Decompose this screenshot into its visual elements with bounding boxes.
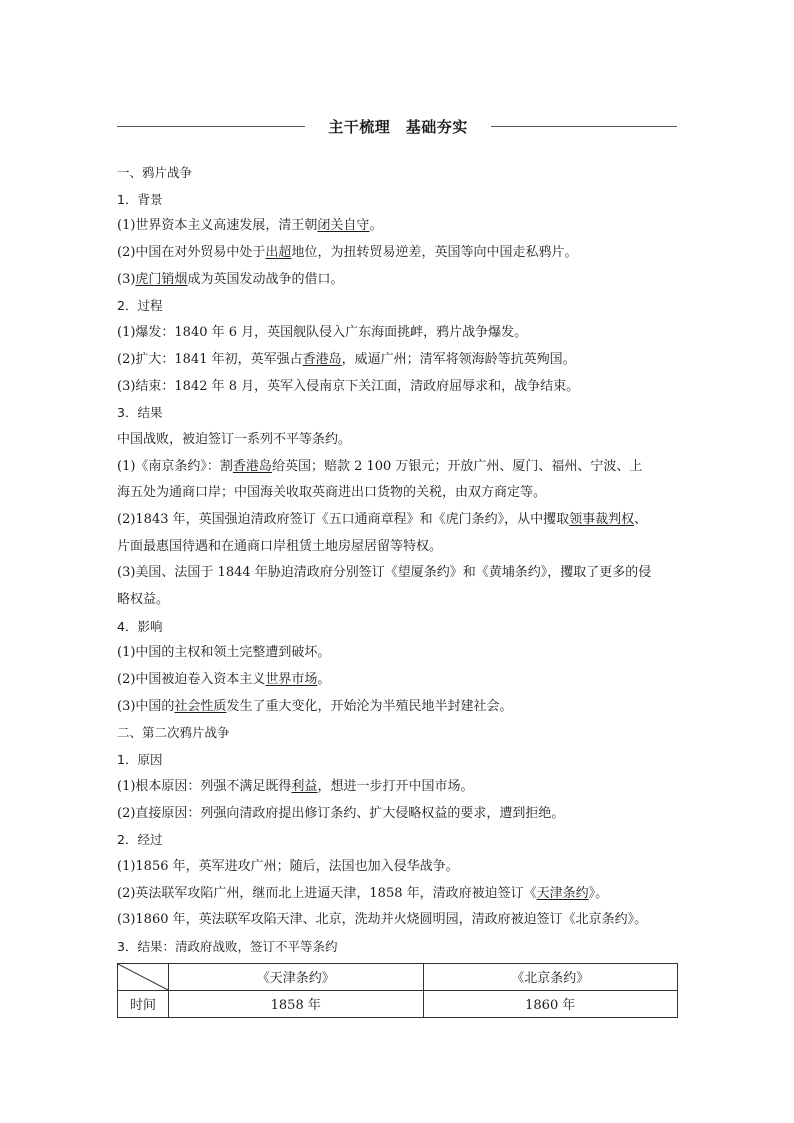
paragraph-line	[117, 881, 677, 908]
diagonal-line	[118, 964, 168, 990]
section-header	[117, 116, 677, 138]
text-run: 2．过程	[117, 298, 163, 314]
text-run: (1)1856 年，英军进攻广州；随后，法国也加入侵华战争。	[117, 858, 459, 874]
paragraph-line	[117, 480, 677, 507]
underlined-term: 香港岛	[232, 458, 272, 474]
paragraph-line	[117, 694, 677, 721]
text-run: 4．影响	[117, 618, 163, 634]
text-run: (1)中国的主权和领土完整遭到破坏。	[117, 645, 331, 661]
section-heading	[117, 720, 677, 747]
underlined-term: 香港岛	[302, 351, 342, 367]
text-run: ，威逼广州；清军将领海龄等抗英殉国。	[341, 351, 576, 367]
paragraph-line	[117, 347, 677, 374]
text-run: (3)1860 年，英法联军攻陷天津、北京，洗劫并火烧圆明园，清政府被迫签订《北京条约》。	[117, 912, 648, 928]
text-run: 发生了重大变化，开始沦为半殖民地半封建社会。	[226, 698, 513, 714]
text-run: (1)世界资本主义高速发展，清王朝	[117, 218, 318, 234]
paragraph-line	[117, 667, 677, 694]
text-run: (2)扩大：1841 年初，英军强占	[117, 351, 303, 367]
section-heading	[117, 934, 677, 961]
section-heading	[117, 160, 677, 187]
paragraph-line	[117, 454, 677, 481]
treaty-table	[117, 963, 678, 1018]
text-run: (1)根本原因：列强不满足既得	[117, 778, 292, 794]
paragraph-line	[117, 774, 677, 801]
text-run: 、	[634, 511, 648, 527]
underlined-term: 利益	[291, 778, 318, 794]
header-rule-right	[491, 126, 677, 127]
text-run: 》。	[588, 885, 609, 901]
paragraph-line	[117, 320, 677, 347]
text-run: (2)英法联军攻陷广州，继而北上进逼天津，1858 年，清政府被迫签订《	[117, 885, 537, 901]
table-cell: 1860 年	[423, 990, 678, 1017]
text-run: ，想进一步打开中国市场。	[317, 778, 474, 794]
paragraph-line	[117, 640, 677, 667]
paragraph-line	[117, 560, 677, 587]
underlined-term: 虎门销烟	[135, 271, 188, 287]
text-run: 。	[369, 218, 383, 234]
table-row-label: 时间	[118, 990, 169, 1017]
section-heading	[117, 827, 677, 854]
underlined-term: 世界市场	[265, 672, 318, 688]
table-row	[118, 990, 678, 1017]
paragraph-line	[117, 507, 677, 534]
section-heading	[117, 747, 677, 774]
text-run: 地位，为扭转贸易逆差，英国等向中国走私鸦片。	[291, 245, 578, 261]
underlined-term: 天津条约	[536, 885, 589, 901]
text-run: 成为英国发动战争的借口。	[187, 271, 344, 287]
text-run: (3)中国的	[117, 698, 175, 714]
section-heading	[117, 400, 677, 427]
paragraph-line	[117, 801, 677, 828]
text-run: (1)《南京条约》：割	[117, 458, 233, 474]
paragraph-line	[117, 240, 677, 267]
text-run: (2)中国被迫卷入资本主义	[117, 672, 266, 688]
section-title: 主干梳理 基础夯实	[328, 118, 468, 136]
text-run: 3．结果：清政府战败，签订不平等条约	[117, 938, 338, 954]
text-run: 3．结果	[117, 405, 163, 421]
table-header-cell: 《天津条约》	[169, 963, 424, 990]
paragraph-line	[117, 427, 677, 454]
paragraph-line	[117, 854, 677, 881]
text-run: (2)直接原因：列强向清政府提出修订条约、扩大侵略权益的要求，遭到拒绝。	[117, 805, 565, 821]
underlined-term: 领事裁判权	[569, 511, 635, 527]
text-run: 中国战败，被迫签订一系列不平等条约。	[117, 431, 352, 447]
paragraph-line	[117, 374, 677, 401]
text-run: (3)	[117, 271, 136, 287]
text-run: (3)结束：1842 年 8 月，英军入侵南京下关江面，清政府屈辱求和，战争结束。	[117, 378, 580, 394]
section-heading	[117, 614, 677, 641]
text-run: 略权益。	[117, 592, 170, 607]
underlined-term: 闭关自守	[317, 218, 370, 234]
text-run: 2．经过	[117, 832, 163, 848]
text-run: 1．背景	[117, 191, 163, 207]
paragraph-line	[117, 587, 677, 614]
text-run: 海五处为通商口岸；中国海关收取英商进出口货物的关税，由双方商定等。	[117, 485, 547, 501]
text-run: (2)中国在对外贸易中处于	[117, 245, 266, 261]
paragraph-line	[117, 213, 677, 240]
table-cell: 1858 年	[169, 990, 424, 1017]
table-header-cell: 《北京条约》	[423, 963, 678, 990]
text-run: (2)1843 年，英国强迫清政府签订《五口通商章程》和《虎门条约》，从中攫取	[117, 511, 570, 527]
text-run: (1)爆发：1840 年 6 月，英国舰队侵入广东海面挑衅，鸦片战争爆发。	[117, 325, 528, 341]
section-heading	[117, 187, 677, 214]
text-run: 。	[317, 672, 331, 688]
header-rule-left	[117, 126, 305, 127]
underlined-term: 出超	[265, 245, 292, 261]
paragraph-line	[117, 534, 677, 561]
underlined-term: 社会性质	[174, 698, 227, 714]
table-header-row	[118, 963, 678, 990]
paragraph-line	[117, 907, 677, 934]
text-run: (3)美国、法国于 1844 年胁迫清政府分别签订《望厦条约》和《黄埔条约》，攫取了更多的侵	[117, 565, 652, 581]
section-heading	[117, 293, 677, 320]
text-run: 1．原因	[117, 752, 163, 768]
text-run: 给英国；赔款 2 100 万银元；开放广州、厦门、福州、宁波、上	[271, 458, 643, 474]
paragraph-line	[117, 267, 677, 294]
document-body	[117, 160, 677, 1018]
text-run: 二、第二次鸦片战争	[117, 725, 230, 741]
text-run: 片面最惠国待遇和在通商口岸租赁土地房屋居留等特权。	[117, 538, 443, 554]
text-run: 一、鸦片战争	[117, 165, 193, 180]
table-corner-cell	[118, 963, 169, 990]
